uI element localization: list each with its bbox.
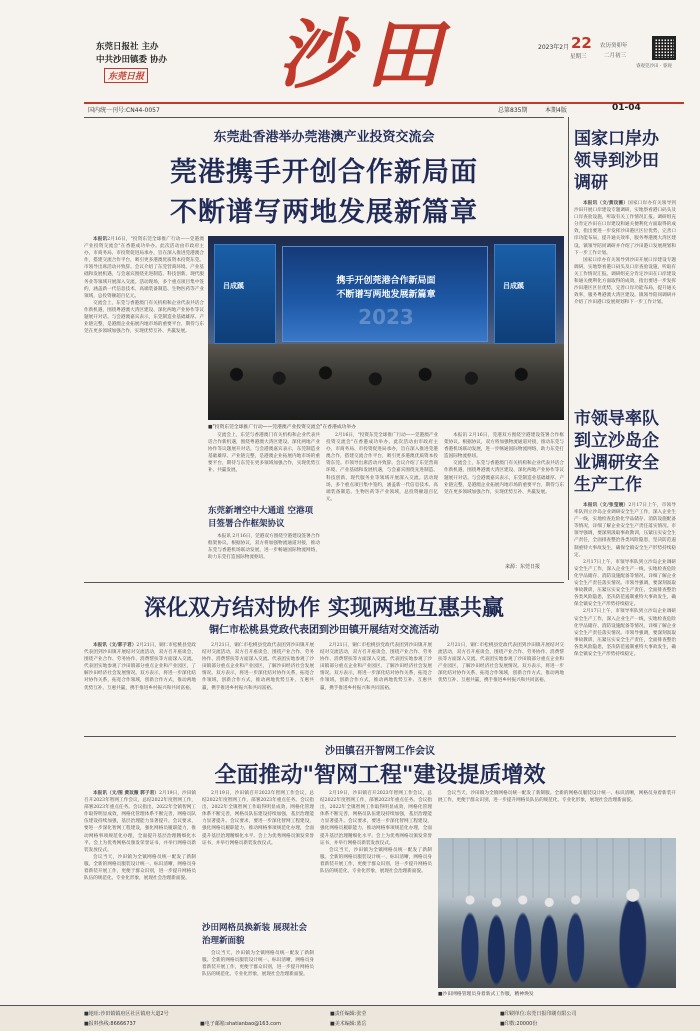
issue-date-month: 2023年2月 (538, 44, 570, 51)
lead-col-b-text: 2月16日，"投资东莞全球推广行动——莞港澳产业投资交流会"在香港成功举办。此次活动由市政府主办，市商务局、市投资促进局承办，旨在深入推进莞港澳合作，搭建交流合作平台，吸引更多港澳优质资本投资东莞。市领导出席活动并致辞。会议介绍了东莞营商环境、产业基础和发展机遇，与会嘉宾围绕先进制造、科技创新、现代服务业等领域开展深入交流。活动现场，多个重点项目集中签约，涵盖新一代信息技术、高端装备制造、生物医药等产业领域，总投资额超百亿元。 (326, 433, 438, 502)
stage-left-name: 吕成蹊 (223, 282, 244, 290)
lead-top-rule (84, 117, 564, 118)
footer-print-count: ■印数:20000份 (500, 1021, 538, 1027)
stage-screen-main (282, 246, 488, 342)
band2-col-3 (320, 642, 432, 728)
right1-headline: 国家口岸办领导到沙田调研 (574, 129, 659, 193)
band3-photo-caption: ■沙田网格管理员身着新式工作服，精神焕发 (438, 992, 534, 997)
lead-col-a-text: 交流会上，东莞与香港澳门有关机构和企业代表共话合作新机遇，围绕粤港澳大湾区建设、深化两地产业协作等议题展开对话。与会港澳嘉宾表示，东莞制造业基础雄厚、产业链完整，是港澳企业拓展内地市场的重要平台，期待与东莞在更多领域加强合作，实现优势互补、共赢发展。 (208, 433, 320, 474)
band3-col-2-text: 2月19日，沙田镇召开2023年智网工作会议，总结2022年度智网工作，部署2023年重点任务。会议指出，2022年全镇智网工作取得明显成效，网格化管理体系不断完善，网格员队伍建设持续加强，基层治理能力显著提升。会议要求，要进一步深化智网工程建设，强化网格员履职能力，推动网格事项规范化办理，全面提升基层治理精细化水平。会上为优秀网格员颁发荣誉证书，并举行网格员新装发放仪式。 (202, 791, 314, 846)
issue-date (538, 42, 569, 51)
band3-col-2 (202, 790, 314, 918)
band3-kicker: 沙田镇召开智网工作会议 (325, 746, 435, 757)
band2-col-2 (202, 642, 314, 728)
lunar-date: 二月初三 (604, 53, 627, 59)
footer-email: ■电子邮箱:shatianbao@163.com (200, 1021, 281, 1027)
band3-col-2b (202, 950, 314, 998)
lead-photo (208, 236, 564, 420)
right2-headline: 市领导率队到立沙岛企业调研安全生产工作 (574, 409, 659, 495)
right2-body-text: 2月17日上午，市领导率队到立沙岛企业调研安全生产工作，深入企业生产一线，实地检查危险化学品储存、消防设施配备等情况，详细了解企业安全生产责任落实情况。市领导强调，要深刻汲取事故教训，压紧压实安全生产责任，全面排查整治各类风险隐患，坚决防范遏制重特大事故发生，确保全镇安全生产形势持续稳定。 (574, 503, 676, 558)
stage-screen-left (214, 244, 276, 344)
footer-phone: ■报料热线:86666737 (84, 1021, 136, 1027)
stage-year: 2023 (358, 305, 414, 329)
right2-body-2: 2月17日上午，市领导率队到立沙岛企业调研安全生产工作，深入企业生产一线，实地检查危险化学品储存、消防设施配备等情况，详细了解企业安全生产责任落实情况。市领导强调，要深刻汲取事故教训，压紧压实安全生产责任，全面排查整治各类风险隐患，坚决防范遏制重特大事故发生，确保全镇安全生产形势持续稳定。 (574, 559, 676, 608)
band3-subhead: 沙田网格员换新装 展现社会治理新面貌 (202, 923, 307, 946)
band2-col-4 (438, 642, 564, 728)
lead-subhead: 东莞新增空中大通道 空港项目签署合作框架协议 (208, 506, 313, 529)
footer-designer: ■美术编辑:蓝岳 (330, 1021, 367, 1027)
right1-body-text: 国家口岸办有关领导到沙田开展口岸建设专题调研，实地察看港口码头及口岸查验设施，听取有关工作情况汇报。调研组充分肯定沙田在口岸建设和通关便利化方面取得的成效，指出要进一步发挥沙田港区区位优势，完善口岸功能布局，提升通关效率，服务粤港澳大湾区建设。镇领导陪同调研并介绍了沙田港口发展规划和下一步工作计划。 (574, 201, 676, 256)
footer-printer: ■印刷单位:东莞日报印刷有限公司 (500, 1011, 577, 1017)
band2-subhead: 铜仁市松桃县党政代表团到沙田镇开展结对交流活动 (209, 625, 439, 636)
qr-caption: 睿观莞沙田 · 睿观 (636, 64, 672, 69)
band2-body-text: 2月21日，铜仁市松桃县党政代表团到沙田镇开展结对交流活动，双方召开座谈会，围绕产业合作、劳务协作、消费帮扶等方面深入交流。代表团实地参观了沙田镇部分重点企业和产业园区，了解沙田经济社会发展情况。双方表示，将进一步深化结对协作关系，拓宽合作领域，创新合作方式，推动两地优势互补、互惠共赢，携手推进乡村振兴和共同富裕。 (84, 643, 196, 691)
footer-bar (0, 1005, 700, 1031)
band3-headline: 全面推动"智网工程"建设提质增效 (214, 762, 546, 788)
masthead-title: 沙田 (277, 10, 454, 99)
lead-col-a2 (208, 533, 320, 573)
footer-address: ■地址:沙田镇镇府区社区镇府大道2号 (84, 1011, 169, 1017)
lead-col-c (444, 432, 564, 560)
lead-photo-caption: ■"投资东莞全球推广行动——莞港澳产业投资交流会"在香港成功举办 (208, 425, 357, 430)
page-number: 01-04 (612, 103, 641, 113)
band3-col-3-text: 2月19日，沙田镇召开2023年智网工作会议，总结2022年度智网工作，部署2023年重点任务。会议指出，2022年全镇智网工作取得明显成效，网格化管理体系不断完善，网格员队伍建设持续加强，基层治理能力显著提升。会议要求，要进一步深化智网工程建设，强化网格员履职能力，推动网格事项规范化办理，全面提升基层治理精细化水平。会上为优秀网格员颁发荣誉证书，并举行网格员新装发放仪式。 (320, 791, 432, 846)
lead-body-2: 交流会上，东莞与香港澳门有关机构和企业代表共话合作新机遇，围绕粤港澳大湾区建设、深化两地产业协作等议题展开对话。与会港澳嘉宾表示，东莞制造业基础雄厚、产业链完整，是港澳企业拓展内地市场的重要平台，期待与东莞在更多领域加强合作，实现优势互补、共赢发展。 (84, 300, 204, 335)
lead-source: 来源：东莞日报 (505, 564, 541, 570)
issue-weekday: 星期三 (570, 54, 587, 60)
band2-col-4-text: 2月21日，铜仁市松桃县党政代表团到沙田镇开展结对交流活动，双方召开座谈会，围绕产业合作、劳务协作、消费帮扶等方面深入交流。代表团实地参观了沙田镇部分重点企业和产业园区，了解沙田经济社会发展情况。双方表示，将进一步深化结对协作关系，拓宽合作领域，创新合作方式，推动两地优势互补、互惠共赢，携手推进乡村振兴和共同富裕。 (438, 643, 564, 684)
band2-col-2-text: 2月21日，铜仁市松桃县党政代表团到沙田镇开展结对交流活动，双方召开座谈会，围绕产业合作、劳务协作、消费帮扶等方面深入交流。代表团实地参观了沙田镇部分重点企业和产业园区，了解沙田经济社会发展情况。双方表示，将进一步深化结对协作关系，拓宽合作领域，创新合作方式，推动两地优势互补、互惠共赢，携手推进乡村振兴和共同富裕。 (202, 643, 314, 691)
total-issue: 总第835期 (498, 107, 528, 114)
band3-body-text: 2月19日，沙田镇召开2023年智网工作会议，总结2022年度智网工作，部署2023年重点任务。会议指出，2022年全镇智网工作取得明显成效，网格化管理体系不断完善，网格员队伍建设持续加强，基层治理能力显著提升。会议要求，要进一步深化智网工程建设，强化网格员履职能力，推动网格事项规范化办理，全面提升基层治理精细化水平。会上为优秀网格员颁发荣誉证书，并举行网格员新装发放仪式。 (84, 791, 196, 853)
masthead (0, 0, 700, 112)
issue-day: 22 (571, 34, 592, 52)
audience-rows (208, 344, 564, 420)
masthead-rule (84, 102, 684, 104)
right2-body-lead: 本报讯（文/张莹婉） (583, 503, 629, 508)
band3-col-1-more: 会议当天，沙田镇为全镇网格员统一配发了新制服。全新的网格员服装设计统一、标识清晰，网格员身着新装开展工作，更便于群众识别，进一步提升网格员队伍的规范化、专业化形象，展现社会治理新面貌。 (84, 854, 196, 882)
lead-col-a2-text: 本报讯 2月16日，莞港双方围绕空港建设签署合作框架协议。根据协议，双方将加强物流通道对接，推动东莞与香港机场联动发展，进一步畅通国际物流网络，助力东莞打造国际物流枢纽。 (208, 534, 320, 561)
lead-body-lead: 本报讯 (93, 237, 108, 242)
right1-body-lead: 本报讯（文/黄玟薇） (583, 201, 629, 206)
band2-col-1 (84, 642, 196, 728)
band2-col-3-text: 2月21日，铜仁市松桃县党政代表团到沙田镇开展结对交流活动，双方召开座谈会，围绕产业合作、劳务协作、消费帮扶等方面深入交流。代表团实地参观了沙田镇部分重点企业和产业园区，了解沙田经济社会发展情况。双方表示，将进一步深化结对协作关系，拓宽合作领域，创新合作方式，推动两地优势互补、互惠共赢，携手推进乡村振兴和共同富裕。 (320, 643, 432, 691)
cn-number: 国内统一刊号:CN44-0057 (88, 107, 160, 114)
sponsor-line-2: 中共沙田镇委 协办 (96, 55, 167, 65)
band3-col-3 (320, 790, 432, 998)
stage-banner-2: 不断谱写两地发展新篇章 (336, 290, 436, 300)
band3-col-4 (438, 790, 676, 836)
footer-editor: ■责任编辑:张莹 (330, 1011, 367, 1017)
band2-headline: 深化双方结对协作 实现两地互惠共赢 (144, 595, 504, 621)
lead-col-c-text: 本报讯 2月16日，莞港双方围绕空港建设签署合作框架协议。根据协议，双方将加强物流通道对接，推动东莞与香港机场联动发展，进一步畅通国际物流网络，助力东莞打造国际物流枢纽。 (444, 433, 564, 460)
lead-col-a (208, 432, 320, 504)
stage-right-name: 吕成蹊 (503, 282, 524, 290)
issue-pages: 本期4版 (545, 107, 567, 114)
band2-body-lead: 本报讯（文/郭子君） (93, 643, 137, 648)
lead-body-left (84, 236, 204, 574)
right1-body (574, 200, 676, 400)
stage-screen-right (494, 244, 556, 344)
band3-col-2b-text: 会议当天，沙田镇为全镇网格员统一配发了新制服。全新的网格员服装设计统一、标识清晰，网格员身着新装开展工作，更便于群众识别，进一步提升网格员队伍的规范化、专业化形象，展现社会治理新面貌。 (202, 951, 314, 978)
right2-body-3: 2月17日上午，市领导率队到立沙岛企业调研安全生产工作，深入企业生产一线，实地检查危险化学品储存、消防设施配备等情况，详细了解企业安全生产责任落实情况。市领导强调，要深刻汲取事故教训，压紧压实安全生产责任，全面排查整治各类风险隐患，坚决防范遏制重特大事故发生，确保全镇安全生产形势持续稳定。 (574, 609, 676, 657)
band3-col-4-text: 会议当天，沙田镇为全镇网格员统一配发了新制服。全新的网格员服装设计统一、标识清晰，网格员身着新装开展工作，更便于群众识别，进一步提升网格员队伍的规范化、专业化形象，展现社会治理新面貌。 (438, 791, 676, 804)
right2-body (574, 502, 676, 738)
lead-headline-2: 不断谱写两地发展新篇章 (170, 197, 478, 228)
qr-code-icon (652, 36, 676, 60)
band3-col-3-more: 会议当天，沙田镇为全镇网格员统一配发了新制服。全新的网格员服装设计统一、标识清晰，网格员身着新装开展工作，更便于群众识别，进一步提升网格员队伍的规范化、专业化形象，展现社会治理新面貌。 (320, 847, 432, 875)
lead-body-text: 2月16日，"投资东莞全球推广行动——莞港澳产业投资交流会"在香港成功举办。此次活动由市政府主办，市商务局、市投资促进局承办，旨在深入推进莞港澳合作，搭建交流合作平台，吸引更多港澳优质资本投资东莞。市领导出席活动并致辞。会议介绍了东莞营商环境、产业基础和发展机遇，与会嘉宾围绕先进制造、科技创新、现代服务业等领域开展深入交流。活动现场，多个重点项目集中签约，涵盖新一代信息技术、高端装备制造、生物医药等产业领域，总投资额超百亿元。 (84, 237, 204, 299)
sponsor-line-1: 东莞日报社 主办 (96, 42, 159, 52)
newspaper-logo: 东莞日报 (104, 68, 148, 83)
right1-body-2: 国家口岸办有关领导到沙田开展口岸建设专题调研，实地察看港口码头及口岸查验设施，听取有关工作情况汇报。调研组充分肯定沙田在口岸建设和通关便利化方面取得的成效，指出要进一步发挥沙田港区区位优势，完善口岸功能布局，提升通关效率，服务粤港澳大湾区建设。镇领导陪同调研并介绍了沙田港口发展规划和下一步工作计划。 (574, 257, 676, 306)
lead-col-c-text-2: 交流会上，东莞与香港澳门有关机构和企业代表共话合作新机遇，围绕粤港澳大湾区建设、深化两地产业协作等议题展开对话。与会港澳嘉宾表示，东莞制造业基础雄厚、产业链完整，是港澳企业拓展内地市场的重要平台，期待与东莞在更多领域加强合作，实现优势互补、共赢发展。 (444, 461, 564, 495)
band3-col-1 (84, 790, 196, 998)
band3-body-lead: 本报讯（文/图 黄玟薇 郭子君） (93, 791, 160, 796)
lead-headline-1: 莞港携手开创合作新局面 (170, 157, 478, 188)
band2-top-rule (84, 582, 564, 583)
band3-photo (438, 838, 676, 988)
lunar-year: 农历癸卯年 (600, 43, 628, 49)
lead-col-b (326, 432, 438, 572)
right-divider (568, 117, 569, 580)
band3-top-rule (84, 736, 676, 737)
officer-caps (448, 882, 668, 942)
lead-kicker: 东莞赴香港举办莞港澳产业投资交流会 (213, 130, 435, 145)
stage-banner-1: 携手开创莞港合作新局面 (336, 276, 436, 286)
